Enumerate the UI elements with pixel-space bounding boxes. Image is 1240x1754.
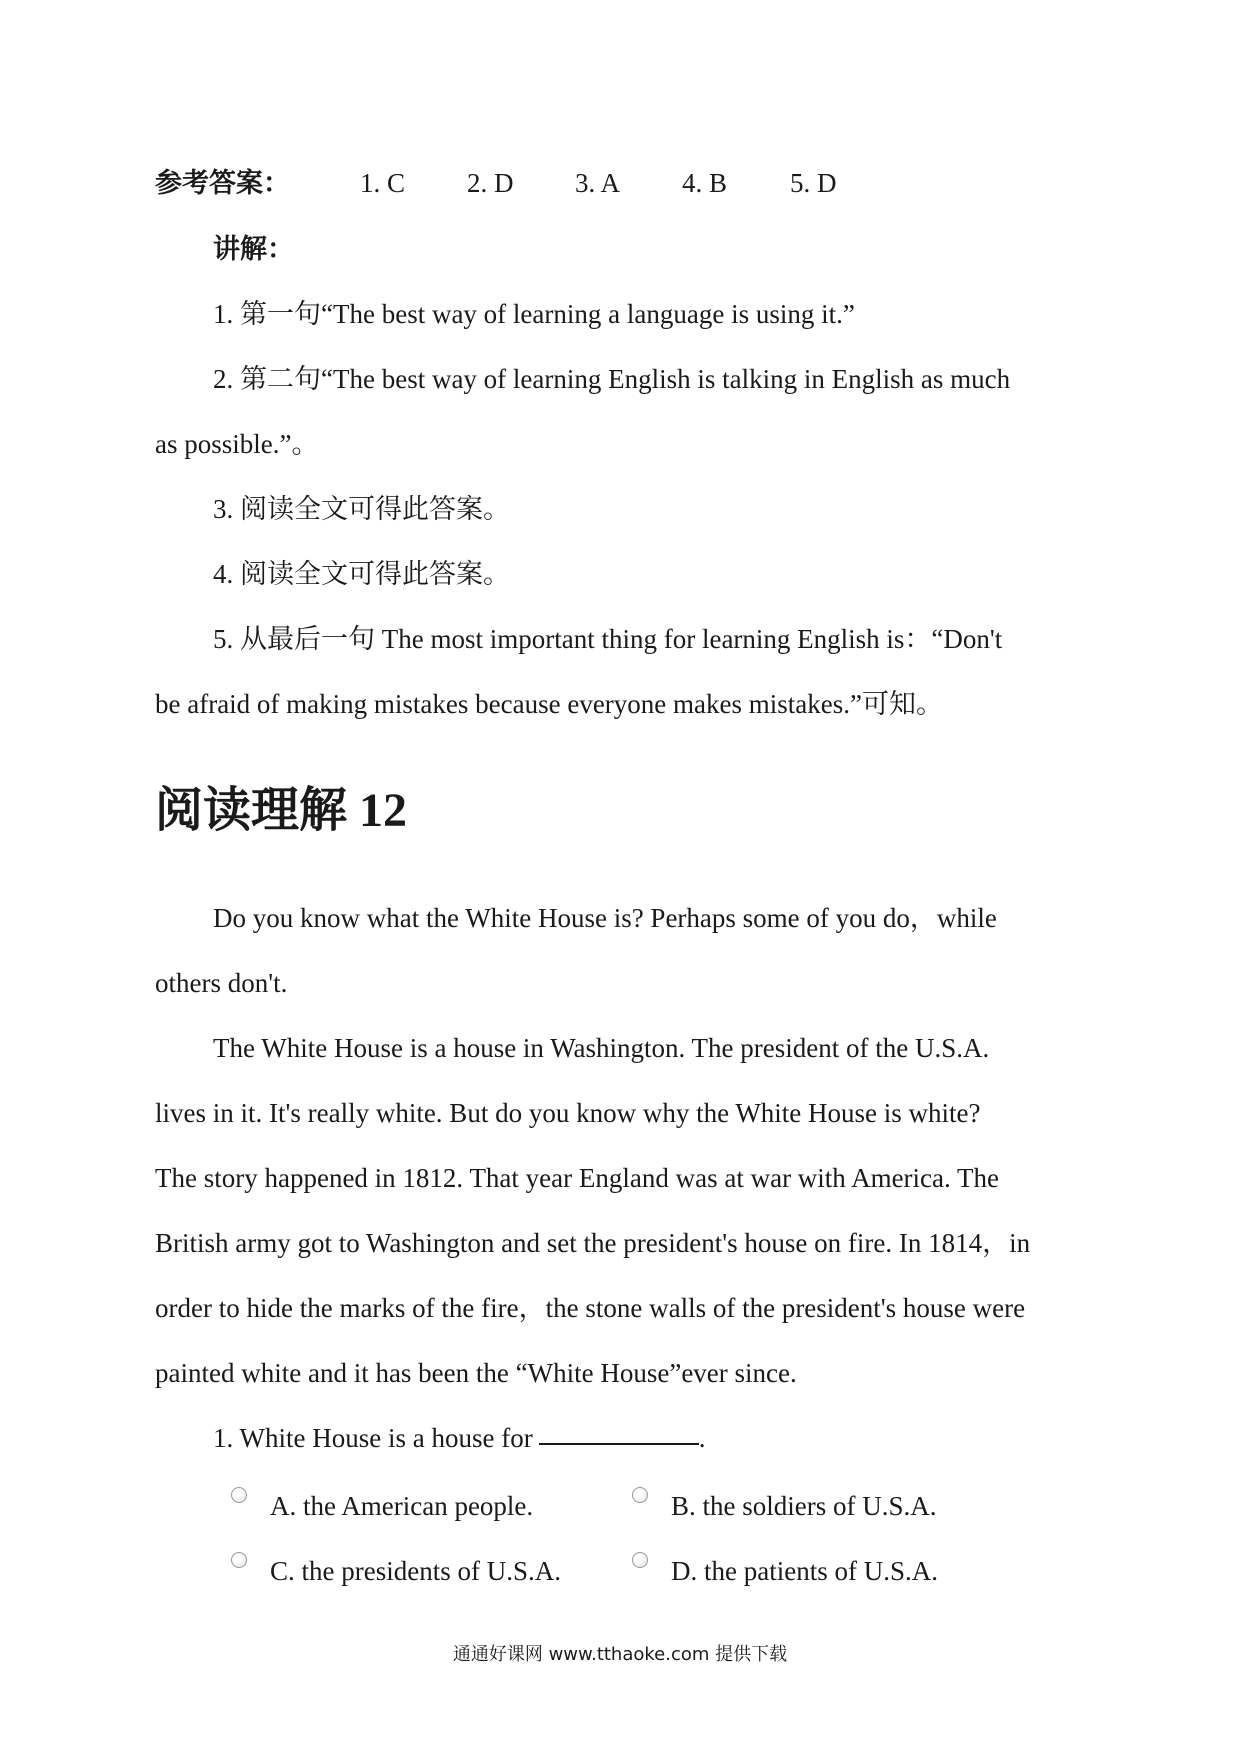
answer-1: 1. C (360, 168, 406, 198)
passage-line: others don't. (155, 968, 288, 998)
question-1-stem-end: . (698, 1423, 706, 1453)
option-c-label: C. the presidents of U.S.A. (270, 1556, 561, 1586)
passage-line: British army got to Washington and set the president's house on fire. In 1814，in (155, 1228, 1031, 1258)
passage-line: painted white and it has been the “White House”ever since. (155, 1358, 797, 1388)
passage-line: Do you know what the White House is? Perhaps some of you do，while (213, 903, 997, 933)
passage-line: order to hide the marks of the fire，the stone walls of the president's house were (155, 1293, 1026, 1323)
passage-line: lives in it. It's really white. But do you know why the White House is white? (155, 1098, 981, 1128)
explanation-item-2-line-1: 2. 第二句“The best way of learning English is talking in English as much (213, 364, 1011, 394)
section-title: 阅读理解 12 (155, 784, 408, 837)
passage-line: The story happened in 1812. That year England was at war with America. The (155, 1163, 1000, 1193)
explanation-item-3: 3. 阅读全文可得此答案。 (213, 494, 510, 524)
passage-line: The White House is a house in Washington. The president of the U.S.A. (213, 1033, 990, 1063)
answer-4: 4. B (682, 168, 728, 198)
footer-text: 通通好课网 www.tthaoke.com 提供下载 (452, 1644, 788, 1665)
explanation-heading: 讲解： (213, 234, 294, 264)
option-a-label: A. the American people. (270, 1491, 534, 1521)
explanation-item-5-line-2: be afraid of making mistakes because everyone makes mistakes.”可知。 (155, 689, 943, 719)
option-b-label: B. the soldiers of U.S.A. (671, 1491, 937, 1521)
option-d-label: D. the patients of U.S.A. (671, 1556, 938, 1586)
option-d-radio[interactable] (632, 1552, 648, 1568)
answer-2: 2. D (467, 168, 514, 198)
option-b-radio[interactable] (632, 1487, 648, 1503)
explanation-item-2-line-2: as possible.”。 (155, 429, 319, 459)
question-1-stem-text: 1. White House is a house for (213, 1423, 533, 1453)
explanation-item-1: 1. 第一句“The best way of learning a language is using it.” (213, 299, 855, 329)
option-c-radio[interactable] (231, 1552, 247, 1568)
answer-3: 3. A (575, 168, 621, 198)
option-a-radio[interactable] (231, 1487, 247, 1503)
explanation-item-4: 4. 阅读全文可得此答案。 (213, 559, 510, 589)
answer-5: 5. D (790, 168, 837, 198)
question-1-stem (213, 1425, 705, 1452)
answer-blank (539, 1443, 699, 1445)
explanation-item-5-line-1: 5. 从最后一句 The most important thing for learning English is：“Don't (213, 624, 1003, 654)
answers-label: 参考答案： (155, 168, 290, 198)
